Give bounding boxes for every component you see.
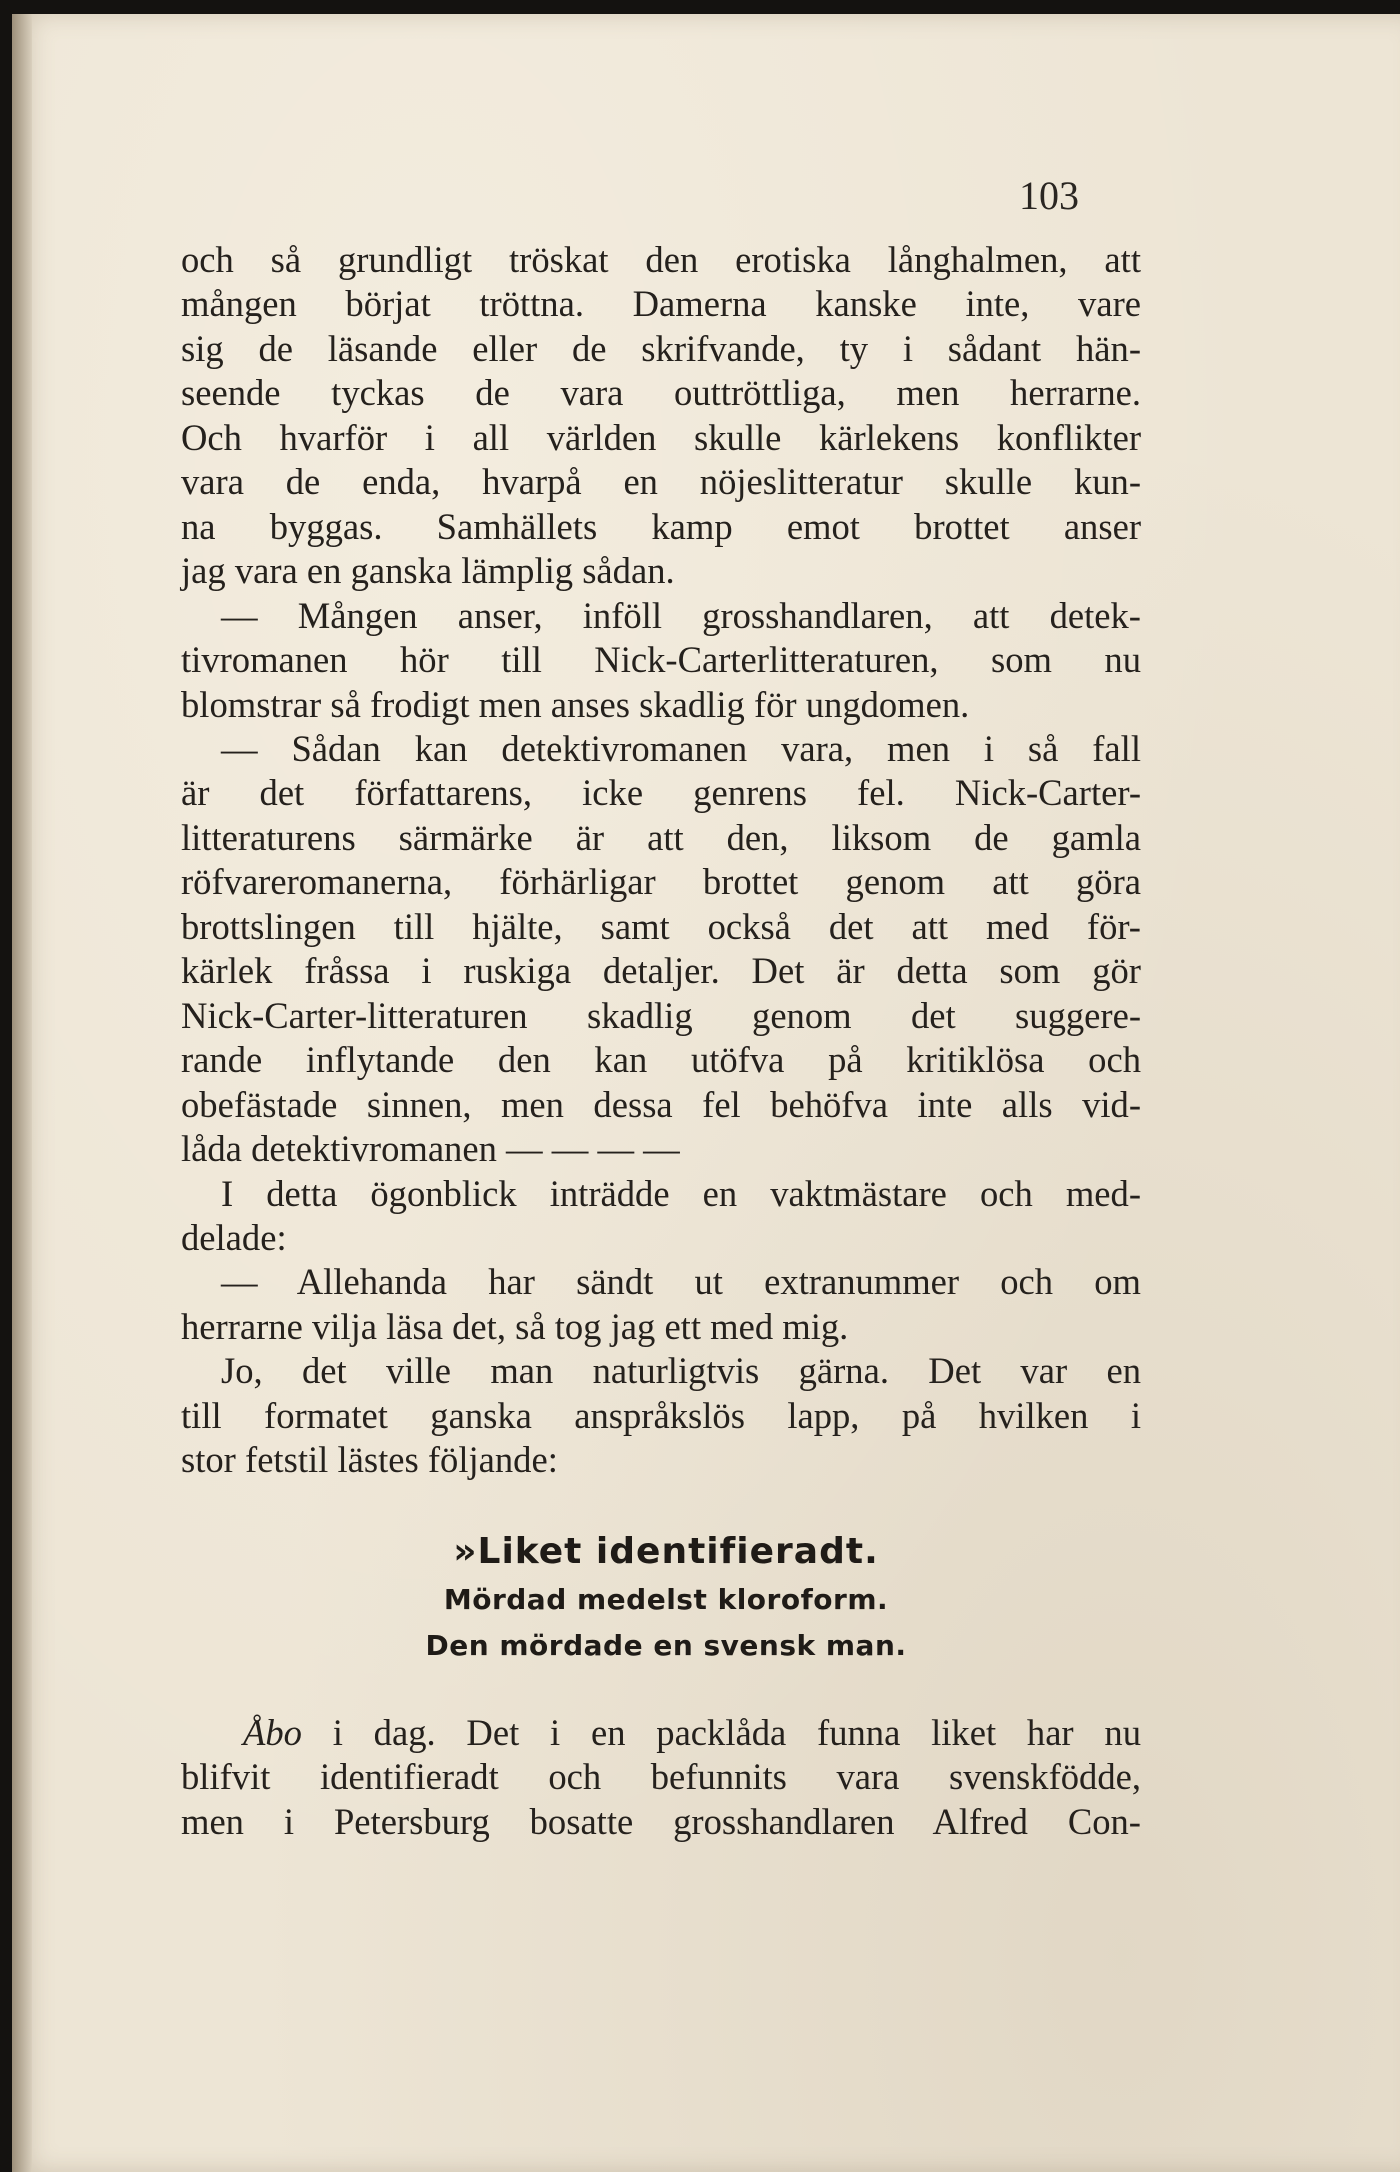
text-line: rande inflytande den kan utöfva på kritiklösa och — [181, 1039, 1141, 1081]
text-line: mången börjat tröttna. Damerna kanske inte, vare — [181, 283, 1141, 325]
text-line: obefästade sinnen, men dessa fel behöfva inte alls vid- — [181, 1083, 1141, 1125]
text-line: jag vara en ganska lämplig sådan. — [181, 550, 675, 592]
page-number: 103 — [1019, 173, 1079, 218]
text-line: blomstrar så frodigt men anses skadlig för ungdomen. — [181, 683, 970, 725]
text-line: na byggas. Samhällets kamp emot brottet anser — [181, 505, 1141, 547]
text-line: låda detektivromanen — — — — — [181, 1128, 680, 1170]
text-line: är det författarens, icke genrens fel. Nick-Carter- — [181, 772, 1141, 814]
text-line: — Mången anser, inföll grosshandlaren, att detek- — [221, 594, 1141, 636]
paragraph-5-cont — [181, 1305, 1141, 1349]
text-line: litteraturens särmärke är att den, liksom de gamla — [181, 816, 1141, 858]
text-line: seende tyckas de vara outtröttliga, men herrarne. — [181, 372, 1141, 414]
text-line: delade: — [181, 1216, 287, 1258]
text-line — [181, 1711, 1141, 1755]
text-line: men i Petersburg bosatte grosshandlaren Alfred Con- — [181, 1800, 1141, 1842]
text-line: till formatet ganska anspråkslös lapp, på hvilken i — [181, 1394, 1141, 1436]
text-line: — Sådan kan detektivromanen vara, men i så fall — [221, 727, 1141, 769]
text-line: brottslingen till hjälte, samt också det att med för- — [181, 905, 1141, 947]
news-body-line: i dag. Det i en packlåda funna liket har nu — [332, 1711, 1141, 1753]
text-line: och så grundligt tröskat den erotiska långhalmen, att — [181, 239, 1141, 280]
news-headline: »Liket identifieradt. — [453, 1530, 879, 1572]
text-line: Jo, det ville man naturligtvis gärna. Det var en — [221, 1350, 1141, 1392]
paragraph-6-cont — [181, 1394, 1141, 1483]
spacer — [181, 1483, 1141, 1527]
text-line: kärlek fråssa i ruskiga detaljer. Det är detta som gör — [181, 950, 1141, 992]
paragraph-4 — [181, 1172, 1141, 1216]
text-line: sig de läsande eller de skrifvande, ty i sådant hän- — [181, 327, 1141, 369]
book-page — [12, 14, 1400, 2172]
text-line: I detta ögonblick inträdde en vaktmästare och med- — [221, 1172, 1141, 1214]
paragraph-3-cont — [181, 771, 1141, 1171]
news-subheadline: Den mördade en svensk man. — [425, 1628, 907, 1662]
paragraph-6 — [181, 1349, 1141, 1393]
paragraph-1 — [181, 238, 1141, 594]
text-line: tivromanen hör till Nick-Carterlitteraturen, som nu — [181, 639, 1141, 681]
spacer — [181, 1669, 1141, 1711]
text-line: vara de enda, hvarpå en nöjeslitteratur skulle kun- — [181, 461, 1141, 503]
text-line: röfvareromanerna, förhärligar brottet genom att göra — [181, 861, 1141, 903]
paragraph-2 — [181, 594, 1141, 638]
news-body — [181, 1711, 1141, 1844]
news-dateline: Åbo — [243, 1711, 302, 1753]
paragraph-2-cont — [181, 638, 1141, 727]
text-line: — Allehanda har sändt ut extranummer och om — [221, 1261, 1141, 1303]
text-line: blifvit identifieradt och befunnits vara svenskfödde, — [181, 1756, 1141, 1798]
text-line: Nick-Carter-litteraturen skadlig genom det suggere- — [181, 994, 1141, 1036]
news-subheadline: Mördad medelst kloroform. — [443, 1582, 889, 1616]
page-gutter-edge — [12, 14, 32, 2172]
paragraph-3 — [181, 727, 1141, 771]
paragraph-4-cont — [181, 1216, 1141, 1260]
text-line: Och hvarför i all världen skulle kärlekens konflikter — [181, 416, 1141, 458]
paragraph-5 — [181, 1260, 1141, 1304]
text-line: stor fetstil lästes följande: — [181, 1439, 558, 1481]
text-line: herrarne vilja läsa det, så tog jag ett med mig. — [181, 1305, 849, 1347]
body-text — [181, 238, 1141, 1844]
